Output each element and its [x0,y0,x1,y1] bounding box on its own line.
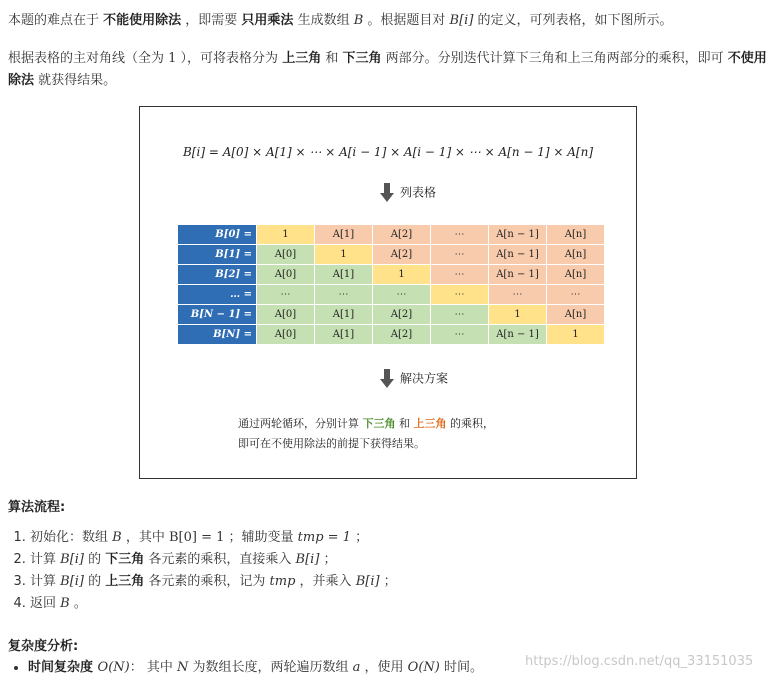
upper-triangle-cell: A[n] [547,245,605,265]
result-text: 通过两轮循环，分别计算 下三角 和 上三角 的乘积， 即可在不使用除法的前提下获得结果。 [238,417,494,450]
lower-triangle-cell: A[0] [257,305,315,325]
bold-multiply-only: 只用乘法 [241,13,294,28]
upper-triangle-cell: A[1] [315,225,373,245]
list-item: 4. 返回 B 。 [30,593,768,615]
upper-triangle-cell: A[n] [547,265,605,285]
lower-triangle-cell: A[2] [373,305,431,325]
diagonal-cell: 1 [489,305,547,325]
lower-triangle-cell: A[1] [315,265,373,285]
table-row [178,225,605,245]
table-row [178,325,605,345]
explanation-figure [139,106,637,479]
upper-triangle-cell: A[2] [373,245,431,265]
down-arrow-icon [380,183,394,203]
list-item: 2. 计算 B[i] 的 下三角 各元素的乘积，直接乘入 B[i] ； [30,549,768,571]
lower-triangle-cell: A[2] [373,325,431,345]
algorithm-title: 算法流程: [8,500,66,515]
row-header: B[N] = [178,325,257,345]
upper-triangle-cell: A[n] [547,225,605,245]
product-table [177,224,605,345]
list-item: 3. 计算 B[i] 的 上三角 各元素的乘积，记为 tmp ，并乘入 B[i] ； [30,571,768,593]
row-header: B[N − 1] = [178,305,257,325]
list-item: • 时间复杂度 O(N)： 其中 N 为数组长度，两轮遍历数组 a ，使用 O(N) 时间。 [28,657,768,679]
diagonal-cell: ⋯ [431,285,489,305]
table-row [178,285,605,305]
down-arrow-icon [380,369,394,389]
table-row [178,245,605,265]
algorithm-steps [8,527,768,615]
upper-triangle-cell: ⋯ [431,245,489,265]
row-header: … = [178,285,257,305]
lower-triangle-cell: A[1] [315,325,373,345]
diagonal-cell: 1 [373,265,431,285]
watermark: https://blog.csdn.net/qq_33151035 [525,654,754,669]
lower-triangle-cell: A[0] [257,325,315,345]
diagonal-cell: 1 [257,225,315,245]
upper-triangle-cell: ⋯ [431,225,489,245]
upper-triangle-cell: ⋯ [431,265,489,285]
table-row [178,265,605,285]
lower-triangle-cell: A[0] [257,265,315,285]
upper-triangle-cell: ⋯ [547,285,605,305]
lower-triangle-cell: ⋯ [431,305,489,325]
bold-no-division: 不能使用除法 [103,13,182,28]
table-row [178,305,605,325]
formula: B[i] = A[0] × A[1] × ⋯ × A[i − 1] × A[i − 1] × ⋯ × A[n − 1] × A[n] [182,145,594,159]
upper-triangle-cell: A[n − 1] [489,265,547,285]
upper-triangle-cell: A[2] [373,225,431,245]
arrow-step-2: 解决方案 [380,369,448,389]
row-header: B[2] = [178,265,257,285]
lower-triangle-cell: A[n − 1] [489,325,547,345]
row-header: B[1] = [178,245,257,265]
lower-triangle-cell: ⋯ [257,285,315,305]
arrow-step-1: 列表格 [380,183,436,203]
lower-triangle-cell: A[1] [315,305,373,325]
upper-triangle-cell: A[n − 1] [489,245,547,265]
upper-triangle-cell: A[n] [547,305,605,325]
lower-triangle-cell: ⋯ [315,285,373,305]
intro-paragraph-1: 本题的难点在于 不能使用除法 ，即需要 只用乘法 生成数组 B 。根据题目对 B[i] 的定义，可列表格，如下图所示。 [8,13,673,28]
upper-triangle-cell: ⋯ [489,285,547,305]
diagonal-cell: 1 [547,325,605,345]
lower-triangle-cell: ⋯ [431,325,489,345]
list-item: 1. 初始化：数组 B ，其中 B[0] = 1 ；辅助变量 tmp = 1 ； [30,527,768,549]
diagonal-cell: 1 [315,245,373,265]
lower-triangle-cell: ⋯ [373,285,431,305]
complexity-title: 复杂度分析: [8,639,79,654]
upper-triangle-cell: A[n − 1] [489,225,547,245]
row-header: B[0] = [178,225,257,245]
lower-triangle-cell: A[0] [257,245,315,265]
intro-paragraph-2: 根据表格的主对角线（全为 1 ），可将表格分为 上三角 和 下三角 两部分。分别迭代计算下三角和上三角两部分的乘积，即可 不使用除法 就获得结果。 [8,51,767,88]
